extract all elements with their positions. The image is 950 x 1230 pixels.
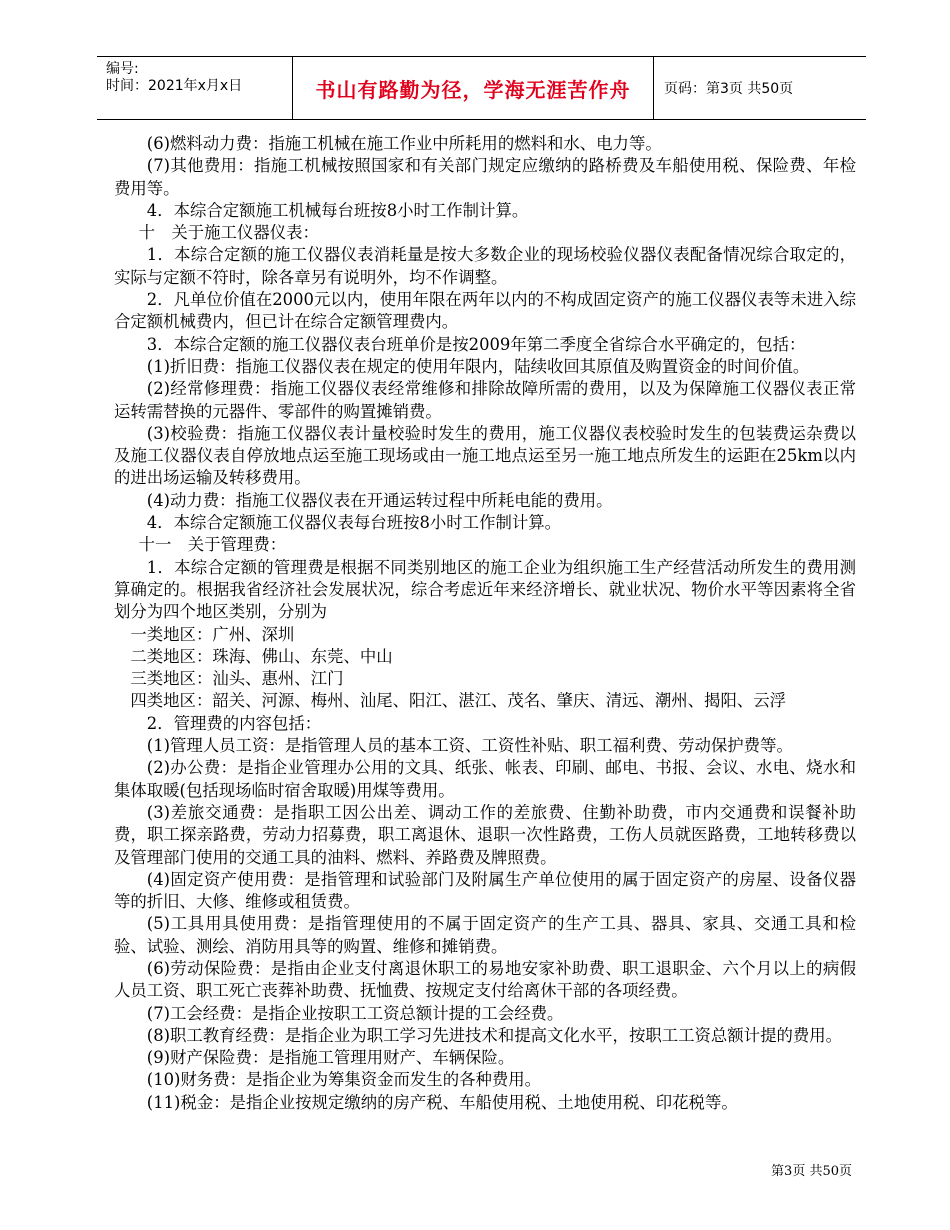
paragraph: (7)其他费用：指施工机械按照国家和有关部门规定应缴纳的路桥费及车船使用税、保险费、年检费用等。	[114, 156, 856, 198]
header-motto-cell	[293, 57, 654, 119]
page-header	[97, 56, 866, 120]
paragraph: (6)燃料动力费：指施工机械在施工作业中所耗用的燃料和水、电力等。	[146, 134, 662, 153]
footer-page-label: 第3页 共50页	[771, 1164, 852, 1179]
paragraph: (11)税金：是指企业按规定缴纳的房产税、车船使用税、土地使用税、印花税等。	[146, 1092, 738, 1112]
paragraph: (1)管理人员工资：是指管理人员的基本工资、工资性补贴、职工福利费、劳动保护费等。	[146, 736, 793, 756]
paragraph: (6)劳动保险费：是指由企业支付离退休职工的易地安家补助费、职工退职金、六个月以上的病假人员工资、职工死亡丧葬补助费、抚恤费、按规定支付给离休干部的各项经费。	[114, 958, 856, 1001]
paragraph: 十一 关于管理费：	[138, 535, 287, 555]
paragraph: 1．本综合定额的施工仪器仪表消耗量是按大多数企业的现场校验仪器仪表配备情况综合取定的，实际与定额不符时，除各章另有说明外，均不作调整。	[114, 245, 856, 287]
header-info-cell	[97, 57, 293, 119]
paragraph: 3．本综合定额的施工仪器仪表台班单价是按2009年第二季度全省综合水平确定的，包括：	[146, 334, 806, 354]
paragraph: 三类地区：汕头、惠州、江门	[130, 669, 344, 689]
paragraph: 4．本综合定额施工机械每台班按8小时工作制计算。	[146, 200, 529, 220]
paragraph: 2．凡单位价值在2000元以内，使用年限在两年以内的不构成固定资产的施工仪器仪表等未进入综合定额机械费内，但已计在综合定额管理费内。	[114, 290, 856, 332]
paragraph: (2)办公费：是指企业管理办公用的文具、纸张、帐表、印刷、邮电、书报、会议、水电、烧水和集体取暖(包括现场临时宿舍取暖)用煤等费用。	[114, 758, 856, 800]
paragraph: 1．本综合定额的管理费是根据不同类别地区的施工企业为组织施工生产经营活动所发生的费用测算确定的。根据我省经济社会发展状况，综合考虑近年来经济增长、就业状况、物价水平等因素将全省划分为四个地区类别，分别为	[114, 557, 856, 622]
paragraph: (7)工会经费：是指企业按职工工资总额计提的工会经费。	[146, 1003, 564, 1023]
paragraph: (9)财产保险费：是指施工管理用财产、车辆保险。	[146, 1048, 515, 1068]
paragraph: 二类地区：珠海、佛山、东莞、中山	[130, 646, 393, 666]
header-page-label: 页码：第3页 共50页	[664, 81, 794, 97]
paragraph: (4)固定资产使用费：是指管理和试验部门及附属生产单位使用的属于固定资产的房屋、设备仪器等的折旧、大修、维修或租赁费。	[114, 869, 856, 912]
paragraph: 十 关于施工仪器仪表：	[138, 223, 319, 243]
paragraph: 2．管理费的内容包括：	[146, 713, 322, 733]
document-body	[114, 133, 856, 1114]
paragraph: 4．本综合定额施工仪器仪表每台班按8小时工作制计算。	[146, 513, 562, 533]
paragraph: (2)经常修理费：指施工仪器仪表经常维修和排除故障所需的费用，以及为保障施工仪器仪表正常运转需替换的元器件、零部件的购置摊销费。	[114, 379, 856, 421]
paragraph: (1)折旧费：指施工仪器仪表在规定的使用年限内，陆续收回其原值及购置资金的时间价值。	[146, 356, 810, 376]
paragraph: (8)职工教育经费：是指企业为职工学习先进技术和提高文化水平，按职工工资总额计提的费用。	[146, 1025, 843, 1045]
paragraph: (4)动力费：指施工仪器仪表在开通运转过程中所耗电能的费用。	[146, 490, 613, 510]
number-label: 编号:	[106, 61, 139, 77]
motto-text: 书山有路勤为径，学海无涯苦作舟	[315, 77, 631, 102]
paragraph: (3)校验费：指施工仪器仪表计量校验时发生的费用，施工仪器仪表校验时发生的包装费运杂费以及施工仪器仪表自停放地点运至施工现场或由一施工地点运至另一施工地点所发生的运距在25km以内的进出场运输及转移费用。	[114, 423, 856, 488]
paragraph: 一类地区：广州、深圳	[130, 624, 295, 644]
header-page-cell	[654, 57, 866, 119]
page-footer	[771, 1160, 852, 1179]
time-label: 时间：2021年x月x日	[106, 78, 243, 94]
paragraph: (5)工具用具使用费：是指管理使用的不属于固定资产的生产工具、器具、家具、交通工具和检验、试验、测绘、消防用具等的购置、维修和摊销费。	[114, 914, 856, 956]
paragraph: 四类地区：韶关、河源、梅州、汕尾、阳江、湛江、茂名、肇庆、清远、潮州、揭阳、云浮	[130, 691, 787, 711]
paragraph: (3)差旅交通费：是指职工因公出差、调动工作的差旅费、住勤补助费，市内交通费和误餐补助费，职工探亲路费，劳动力招募费，职工离退休、退职一次性路费，工伤人员就医路费，工地转移费以及管理部门使用的交通工具的油料、燃料、养路费及牌照费。	[114, 802, 856, 867]
paragraph: (10)财务费：是指企业为筹集资金而发生的各种费用。	[146, 1070, 542, 1090]
